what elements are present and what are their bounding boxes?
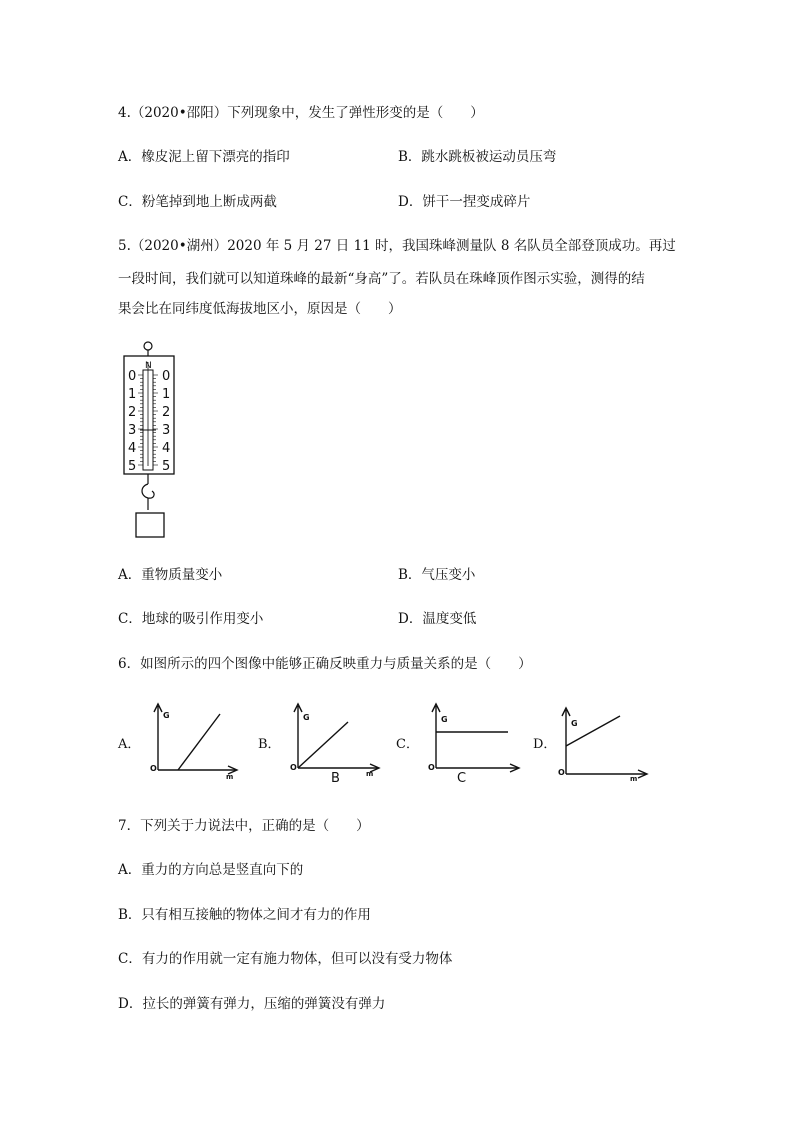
q5-option-d: D．温度变低 xyxy=(398,611,477,627)
graph-b-label: B． xyxy=(258,737,281,752)
graph-c-origin: O xyxy=(428,763,435,772)
graph-a-label: A． xyxy=(118,737,141,752)
graph-b-origin: O xyxy=(290,763,297,772)
graph-d-label: D． xyxy=(533,737,557,752)
graph-a-origin: O xyxy=(150,764,157,773)
q5-option-c: C．地球的吸引作用变小 xyxy=(118,611,264,627)
graph-c xyxy=(426,700,530,786)
graph-b-axis-x: m xyxy=(366,770,374,778)
q4-option-c: C．粉笔掉到地上断成两截 xyxy=(118,194,277,210)
graph-d-axis-x: m xyxy=(630,775,638,783)
scale-left-0: 0 xyxy=(128,369,137,384)
q5-stem-line-3: 果会比在同纬度低海拔地区小，原因是（ ） xyxy=(118,301,402,317)
q4-option-a: A．橡皮泥上留下漂亮的指印 xyxy=(118,149,290,165)
q5-stem-line-2: 一段时间，我们就可以知道珠峰的最新“身高”了。若队员在珠峰顶作图示实验，测得的结 xyxy=(118,271,645,287)
q5-stem-line-1: 5.（2020•湖州）2020 年 5 月 27 日 11 时，我国珠峰测量队 8 名队员全部登顶成功。再过 xyxy=(118,238,676,254)
q6-stem: 6．如图所示的四个图像中能够正确反映重力与质量关系的是（ ） xyxy=(118,656,532,672)
scale-left-1: 1 xyxy=(128,387,137,402)
scale-left-4: 4 xyxy=(128,441,137,456)
scale-right-1: 1 xyxy=(162,387,171,402)
q5-option-a: A．重物质量变小 xyxy=(118,567,223,583)
q7-option-b: B．只有相互接触的物体之间才有力的作用 xyxy=(118,907,371,923)
graph-c-caption: C xyxy=(457,771,467,786)
scale-left-2: 2 xyxy=(128,405,137,420)
q4-option-b: B．跳水跳板被运动员压弯 xyxy=(398,149,557,165)
scale-left-5: 5 xyxy=(128,459,137,474)
graph-a-axis-y: G xyxy=(163,711,170,720)
q7-option-a: A．重力的方向总是竖直向下的 xyxy=(118,862,304,878)
scale-right-5: 5 xyxy=(162,459,171,474)
scale-right-4: 4 xyxy=(162,441,171,456)
weight-block xyxy=(136,513,164,537)
q5-option-b: B．气压变小 xyxy=(398,567,476,583)
scale-right-2: 2 xyxy=(162,405,171,420)
scale-right-3: 3 xyxy=(162,423,171,438)
graph-c-axis-y: G xyxy=(441,715,448,724)
graph-d-origin: O xyxy=(558,768,565,777)
graph-a xyxy=(148,700,248,780)
scale-right-0: 0 xyxy=(162,369,171,384)
scale-left-3: 3 xyxy=(128,423,137,438)
graph-c-label: C． xyxy=(396,737,419,752)
q7-option-c: C．有力的作用就一定有施力物体，但可以没有受力物体 xyxy=(118,951,453,967)
graph-b-axis-y: G xyxy=(303,713,310,722)
graph-b xyxy=(288,700,388,786)
q7-stem: 7．下列关于力说法中，正确的是（ ） xyxy=(118,818,370,834)
q7-option-d: D．拉长的弹簧有弹力，压缩的弹簧没有弹力 xyxy=(118,996,386,1012)
scale-unit-label: N xyxy=(145,361,152,371)
graph-b-caption: B xyxy=(331,771,340,786)
q4-stem: 4.（2020•邵阳）下列现象中，发生了弹性形变的是（ ） xyxy=(118,105,484,121)
q4-option-d: D．饼干一捏变成碎片 xyxy=(398,194,531,210)
graph-d xyxy=(556,704,656,784)
graph-d-axis-y: G xyxy=(571,719,578,728)
spring-scale-figure xyxy=(118,338,188,543)
graph-a-axis-x: m xyxy=(226,773,234,780)
